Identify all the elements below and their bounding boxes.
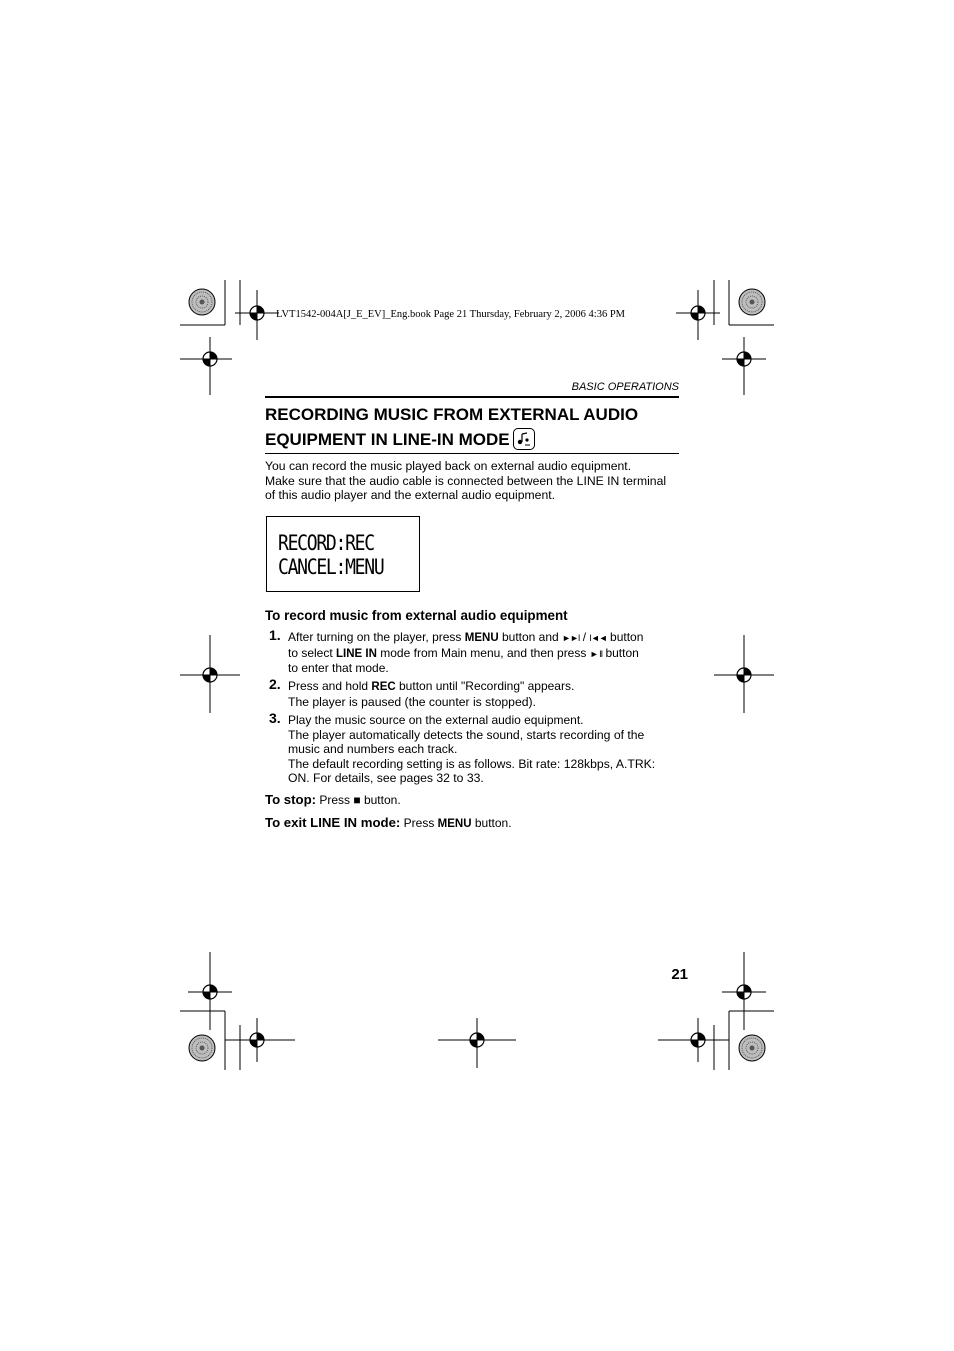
line-in-label: LINE IN [336,647,377,660]
menu-button-label: MENU [437,818,472,830]
line-in-mode-icon [513,428,535,450]
step-3: 3. Play the music source on the external audio equipment. The player automatically detects the sound, starts recording of the music and numbers each track. The default recording setting is as follows. Bit rate: 128kbps, A.TRK: ON. For details, see pages 32 to 33. [269,710,656,786]
step-number: 2. [269,676,281,692]
dial-mark-top-left [189,289,215,315]
dial-mark-bottom-right [739,1035,765,1061]
step-number: 3. [269,710,281,726]
skip-forward-icon: ►►I [562,633,580,643]
page-title [265,402,685,452]
step-number: 1. [269,627,281,643]
dial-mark-top-right [739,289,765,315]
stop-note: To stop: Press ■ button. [265,792,401,807]
print-header: LVT1542-004A[J_E_EV]_Eng.book Page 21 Thursday, February 2, 2006 4:36 PM [276,309,625,320]
stop-icon: ■ [353,793,361,807]
title-line-1: RECORDING MUSIC FROM EXTERNAL AUDIO [265,405,639,424]
menu-button-label: MENU [464,632,499,644]
play-pause-icon: ► II [589,648,603,659]
dial-mark-bottom-left [189,1035,215,1061]
rec-button-label: REC [371,681,396,693]
title-line-2: EQUIPMENT IN LINE-IN MODE [265,430,510,449]
step-1: 1. After turning on the player, press MENU button and ►►I / I◄◄ button to select LINE IN mode from Main menu, and then press ► II button to enter that mode. [269,627,644,676]
intro-paragraph: You can record the music played back on external audio equipment. Make sure that the audio cable is connected between the LINE IN terminal of this audio player and the external audio equipment. [265,459,667,503]
lcd-line-cancel: CANCEL:MENU [278,555,384,579]
page-number: 21 [671,966,688,983]
top-rule [265,396,679,398]
procedure-heading: To record music from external audio equipment [265,608,568,623]
lcd-display [266,516,420,592]
exit-note: To exit LINE IN mode: Press MENU button. [265,815,512,830]
title-rule [265,453,679,454]
section-label: BASIC OPERATIONS [571,381,679,393]
step-2: 2. Press and hold REC button until "Recording" appears. The player is paused (the counter is stopped). [269,676,575,709]
skip-back-icon: I◄◄ [589,633,607,643]
lcd-line-record: RECORD:REC [278,531,374,555]
